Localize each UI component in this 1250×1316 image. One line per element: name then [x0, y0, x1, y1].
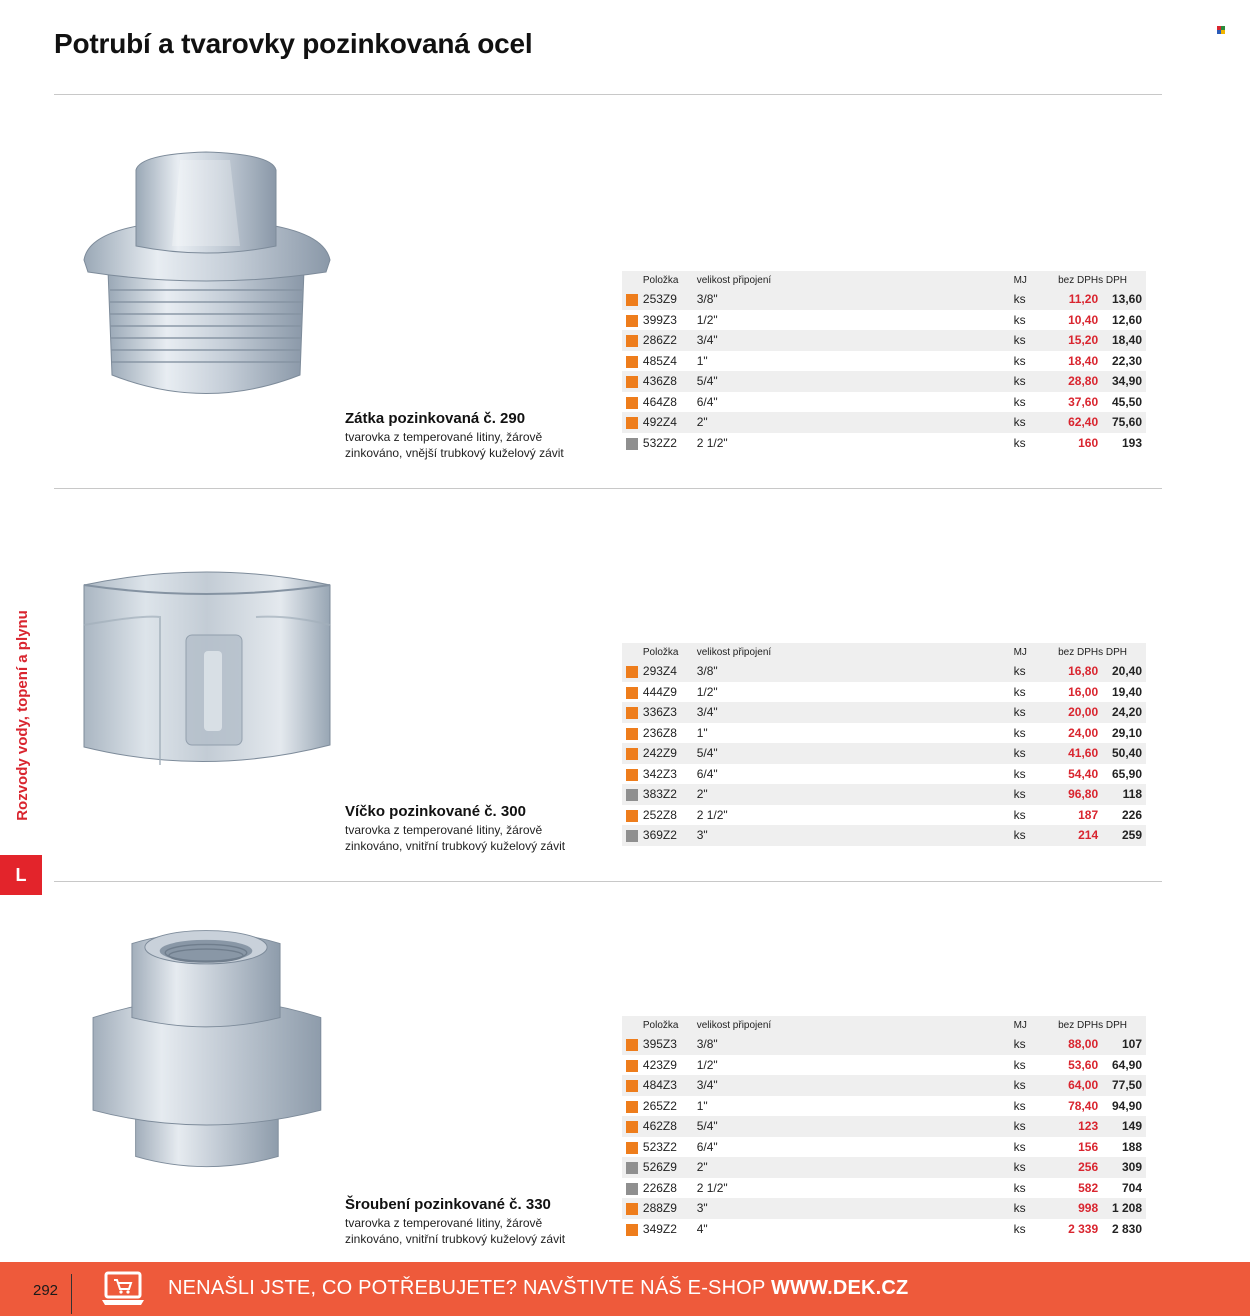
price-with-vat: 13,60 — [1098, 289, 1146, 310]
table-row — [622, 289, 1146, 310]
table-row — [622, 1034, 1146, 1055]
footer-promo — [168, 1277, 908, 1300]
divider — [54, 488, 1162, 489]
table-header — [622, 1016, 1146, 1034]
connection-size: 1/2" — [697, 682, 1014, 703]
product-image-plug — [80, 150, 332, 400]
price-without-vat: 15,20 — [1043, 330, 1098, 351]
connection-size: 3" — [697, 825, 1014, 846]
table-row — [622, 371, 1146, 392]
availability-square-icon — [626, 1224, 638, 1236]
availability-cell — [622, 784, 643, 805]
connection-size: 1" — [697, 1096, 1014, 1117]
item-code: 349Z2 — [643, 1219, 697, 1240]
item-code: 293Z4 — [643, 661, 697, 682]
price-with-vat: 50,40 — [1098, 743, 1146, 764]
price-without-vat: 54,40 — [1043, 764, 1098, 785]
availability-square-icon — [626, 769, 638, 781]
unit: ks — [1014, 1178, 1044, 1199]
page-number: 292 — [33, 1282, 59, 1299]
availability-square-icon — [626, 687, 638, 699]
price-with-vat: 34,90 — [1098, 371, 1146, 392]
price-without-vat: 16,80 — [1043, 661, 1098, 682]
table-row — [622, 805, 1146, 826]
availability-cell — [622, 351, 643, 372]
availability-cell — [622, 825, 643, 846]
availability-cell — [622, 702, 643, 723]
availability-square-icon — [626, 789, 638, 801]
unit: ks — [1014, 412, 1044, 433]
connection-size: 1/2" — [697, 310, 1014, 331]
price-with-vat: 107 — [1098, 1034, 1146, 1055]
price-with-vat: 193 — [1098, 433, 1146, 454]
col-bez-dph: bez DPH — [1043, 643, 1098, 661]
col-polozka: Položka — [643, 271, 697, 289]
availability-square-icon — [626, 1060, 638, 1072]
price-without-vat: 582 — [1043, 1178, 1098, 1199]
connection-size: 3/4" — [697, 1075, 1014, 1096]
item-code: 286Z2 — [643, 330, 697, 351]
price-without-vat: 20,00 — [1043, 702, 1098, 723]
connection-size: 1" — [697, 723, 1014, 744]
availability-square-icon — [626, 810, 638, 822]
item-code: 464Z8 — [643, 392, 697, 413]
price-without-vat: 11,20 — [1043, 289, 1098, 310]
table-row — [622, 351, 1146, 372]
unit: ks — [1014, 1219, 1044, 1240]
table-row — [622, 1055, 1146, 1076]
product-image-cap — [80, 555, 332, 805]
connection-size: 5/4" — [697, 1116, 1014, 1137]
unit: ks — [1014, 351, 1044, 372]
availability-square-icon — [626, 397, 638, 409]
price-with-vat: 64,90 — [1098, 1055, 1146, 1076]
item-code: 484Z3 — [643, 1075, 697, 1096]
price-without-vat: 256 — [1043, 1157, 1098, 1178]
unit: ks — [1014, 1096, 1044, 1117]
availability-square-icon — [626, 315, 638, 327]
price-with-vat: 704 — [1098, 1178, 1146, 1199]
availability-square-icon — [626, 1039, 638, 1051]
availability-cell — [622, 661, 643, 682]
table-row — [622, 1178, 1146, 1199]
price-without-vat: 18,40 — [1043, 351, 1098, 372]
unit: ks — [1014, 702, 1044, 723]
col-mj: MJ — [1014, 271, 1044, 289]
item-code: 342Z3 — [643, 764, 697, 785]
table-row — [622, 412, 1146, 433]
availability-square-icon — [626, 666, 638, 678]
price-with-vat: 45,50 — [1098, 392, 1146, 413]
availability-cell — [622, 805, 643, 826]
unit: ks — [1014, 1137, 1044, 1158]
unit: ks — [1014, 1157, 1044, 1178]
col-polozka: Položka — [643, 1016, 697, 1034]
table-row — [622, 1096, 1146, 1117]
connection-size: 1" — [697, 351, 1014, 372]
col-s-dph: s DPH — [1098, 1016, 1146, 1034]
availability-square-icon — [626, 1162, 638, 1174]
col-mj: MJ — [1014, 643, 1044, 661]
connection-size: 2 1/2" — [697, 1178, 1014, 1199]
connection-size: 1/2" — [697, 1055, 1014, 1076]
table-row — [622, 702, 1146, 723]
availability-cell — [622, 1198, 643, 1219]
unit: ks — [1014, 1055, 1044, 1076]
unit: ks — [1014, 330, 1044, 351]
connection-size: 2 1/2" — [697, 433, 1014, 454]
availability-cell — [622, 310, 643, 331]
item-code: 436Z8 — [643, 371, 697, 392]
connection-size: 6/4" — [697, 392, 1014, 413]
availability-square-icon — [626, 1183, 638, 1195]
table-row — [622, 433, 1146, 454]
product-description — [345, 1196, 605, 1247]
table-header — [622, 643, 1146, 661]
table-row — [622, 1157, 1146, 1178]
availability-cell — [622, 330, 643, 351]
table-row — [622, 330, 1146, 351]
price-with-vat: 94,90 — [1098, 1096, 1146, 1117]
availability-square-icon — [626, 748, 638, 760]
product-name: Víčko pozinkované č. 300 — [345, 803, 526, 820]
connection-size: 6/4" — [697, 764, 1014, 785]
availability-square-icon — [626, 376, 638, 388]
table-row — [622, 743, 1146, 764]
price-without-vat: 62,40 — [1043, 412, 1098, 433]
price-without-vat: 53,60 — [1043, 1055, 1098, 1076]
col-s-dph: s DPH — [1098, 271, 1146, 289]
section-side-label: Rozvody vody, topení a plynu — [13, 609, 31, 821]
availability-cell — [622, 1219, 643, 1240]
availability-square-icon — [626, 1203, 638, 1215]
product-name: Šroubení pozinkované č. 330 — [345, 1196, 551, 1213]
corner-mark — [1217, 26, 1225, 34]
connection-size: 4" — [697, 1219, 1014, 1240]
price-without-vat: 88,00 — [1043, 1034, 1098, 1055]
price-without-vat: 16,00 — [1043, 682, 1098, 703]
product-description — [345, 410, 605, 461]
unit: ks — [1014, 825, 1044, 846]
availability-cell — [622, 682, 643, 703]
item-code: 383Z2 — [643, 784, 697, 805]
price-without-vat: 214 — [1043, 825, 1098, 846]
price-with-vat: 309 — [1098, 1157, 1146, 1178]
availability-square-icon — [626, 335, 638, 347]
table-row — [622, 1198, 1146, 1219]
eshop-laptop-cart-icon[interactable] — [100, 1271, 146, 1307]
price-table — [622, 271, 1146, 453]
unit: ks — [1014, 1075, 1044, 1096]
item-code: 485Z4 — [643, 351, 697, 372]
availability-cell — [622, 289, 643, 310]
connection-size: 3/8" — [697, 289, 1014, 310]
availability-cell — [622, 1055, 643, 1076]
price-with-vat: 65,90 — [1098, 764, 1146, 785]
item-code: 236Z8 — [643, 723, 697, 744]
price-with-vat: 188 — [1098, 1137, 1146, 1158]
availability-cell — [622, 1157, 643, 1178]
divider — [71, 1274, 72, 1314]
price-with-vat: 22,30 — [1098, 351, 1146, 372]
unit: ks — [1014, 1116, 1044, 1137]
connection-size: 2" — [697, 784, 1014, 805]
price-with-vat: 19,40 — [1098, 682, 1146, 703]
connection-size: 5/4" — [697, 371, 1014, 392]
table-row — [622, 1219, 1146, 1240]
price-without-vat: 160 — [1043, 433, 1098, 454]
item-code: 492Z4 — [643, 412, 697, 433]
table-row — [622, 723, 1146, 744]
table-row — [622, 310, 1146, 331]
price-with-vat: 149 — [1098, 1116, 1146, 1137]
availability-square-icon — [626, 1121, 638, 1133]
item-code: 369Z2 — [643, 825, 697, 846]
price-with-vat: 24,20 — [1098, 702, 1146, 723]
price-without-vat: 998 — [1043, 1198, 1098, 1219]
availability-square-icon — [626, 830, 638, 842]
price-with-vat: 75,60 — [1098, 412, 1146, 433]
availability-cell — [622, 1075, 643, 1096]
availability-cell — [622, 433, 643, 454]
table-row — [622, 661, 1146, 682]
price-with-vat: 77,50 — [1098, 1075, 1146, 1096]
item-code: 288Z9 — [643, 1198, 697, 1219]
item-code: 532Z2 — [643, 433, 697, 454]
connection-size: 2" — [697, 412, 1014, 433]
price-without-vat: 64,00 — [1043, 1075, 1098, 1096]
price-with-vat: 2 830 — [1098, 1219, 1146, 1240]
price-without-vat: 10,40 — [1043, 310, 1098, 331]
unit: ks — [1014, 371, 1044, 392]
table-row — [622, 682, 1146, 703]
price-with-vat: 18,40 — [1098, 330, 1146, 351]
item-code: 523Z2 — [643, 1137, 697, 1158]
section-tab[interactable]: L — [0, 855, 42, 895]
col-s-dph: s DPH — [1098, 643, 1146, 661]
price-without-vat: 24,00 — [1043, 723, 1098, 744]
product-text: tvarovka z temperované litiny, žárově zinkováno, vnitřní trubkový kuželový závit — [345, 823, 566, 853]
availability-cell — [622, 392, 643, 413]
price-with-vat: 1 208 — [1098, 1198, 1146, 1219]
col-polozka: Položka — [643, 643, 697, 661]
col-velikost: velikost připojení — [697, 643, 1014, 661]
table-row — [622, 825, 1146, 846]
product-text: tvarovka z temperované litiny, žárově zinkováno, vnitřní trubkový kuželový závit — [345, 1216, 566, 1246]
item-code: 444Z9 — [643, 682, 697, 703]
price-table — [622, 643, 1146, 846]
connection-size: 6/4" — [697, 1137, 1014, 1158]
unit: ks — [1014, 723, 1044, 744]
table-row — [622, 392, 1146, 413]
price-without-vat: 156 — [1043, 1137, 1098, 1158]
availability-square-icon — [626, 1101, 638, 1113]
unit: ks — [1014, 784, 1044, 805]
unit: ks — [1014, 682, 1044, 703]
connection-size: 3/4" — [697, 330, 1014, 351]
availability-cell — [622, 743, 643, 764]
product-image-union — [80, 925, 332, 1175]
price-without-vat: 28,80 — [1043, 371, 1098, 392]
price-without-vat: 37,60 — [1043, 392, 1098, 413]
price-with-vat: 226 — [1098, 805, 1146, 826]
availability-cell — [622, 1178, 643, 1199]
availability-cell — [622, 1137, 643, 1158]
table-row — [622, 1075, 1146, 1096]
price-table — [622, 1016, 1146, 1239]
item-code: 252Z8 — [643, 805, 697, 826]
connection-size: 2" — [697, 1157, 1014, 1178]
col-bez-dph: bez DPH — [1043, 1016, 1098, 1034]
item-code: 462Z8 — [643, 1116, 697, 1137]
availability-square-icon — [626, 1080, 638, 1092]
availability-cell — [622, 723, 643, 744]
col-mj: MJ — [1014, 1016, 1044, 1034]
item-code: 423Z9 — [643, 1055, 697, 1076]
price-with-vat: 29,10 — [1098, 723, 1146, 744]
connection-size: 2 1/2" — [697, 805, 1014, 826]
eshop-link[interactable]: WWW.DEK.CZ — [770, 1277, 909, 1299]
table-row — [622, 764, 1146, 785]
availability-cell — [622, 371, 643, 392]
product-text: tvarovka z temperované litiny, žárově zinkováno, vnější trubkový kuželový závit — [345, 430, 564, 460]
unit: ks — [1014, 1198, 1044, 1219]
availability-square-icon — [626, 728, 638, 740]
table-row — [622, 1116, 1146, 1137]
footer-bar — [0, 1262, 1250, 1316]
footer-promo-text: NENAŠLI JSTE, CO POTŘEBUJETE? NAVŠTIVTE NÁŠ E-SHOP — [168, 1277, 766, 1299]
unit: ks — [1014, 764, 1044, 785]
divider — [54, 94, 1162, 95]
item-code: 395Z3 — [643, 1034, 697, 1055]
item-code: 526Z9 — [643, 1157, 697, 1178]
table-row — [622, 784, 1146, 805]
price-without-vat: 123 — [1043, 1116, 1098, 1137]
product-name: Zátka pozinkovaná č. 290 — [345, 410, 526, 427]
price-with-vat: 259 — [1098, 825, 1146, 846]
price-with-vat: 118 — [1098, 784, 1146, 805]
col-bez-dph: bez DPH — [1043, 271, 1098, 289]
availability-cell — [622, 1034, 643, 1055]
unit: ks — [1014, 310, 1044, 331]
price-with-vat: 20,40 — [1098, 661, 1146, 682]
divider — [54, 881, 1162, 882]
col-velikost: velikost připojení — [697, 271, 1014, 289]
connection-size: 3/4" — [697, 702, 1014, 723]
availability-square-icon — [626, 417, 638, 429]
item-code: 336Z3 — [643, 702, 697, 723]
availability-cell — [622, 764, 643, 785]
col-velikost: velikost připojení — [697, 1016, 1014, 1034]
availability-square-icon — [626, 294, 638, 306]
item-code: 242Z9 — [643, 743, 697, 764]
page-title: Potrubí a tvarovky pozinkovaná ocel — [54, 28, 533, 59]
unit: ks — [1014, 1034, 1044, 1055]
availability-cell — [622, 1116, 643, 1137]
unit: ks — [1014, 743, 1044, 764]
price-without-vat: 78,40 — [1043, 1096, 1098, 1117]
item-code: 226Z8 — [643, 1178, 697, 1199]
table-header — [622, 271, 1146, 289]
connection-size: 3/8" — [697, 661, 1014, 682]
product-description — [345, 803, 605, 854]
connection-size: 3/8" — [697, 1034, 1014, 1055]
availability-square-icon — [626, 1142, 638, 1154]
item-code: 399Z3 — [643, 310, 697, 331]
price-without-vat: 96,80 — [1043, 784, 1098, 805]
availability-cell — [622, 1096, 643, 1117]
table-row — [622, 1137, 1146, 1158]
availability-square-icon — [626, 707, 638, 719]
availability-square-icon — [626, 438, 638, 450]
connection-size: 5/4" — [697, 743, 1014, 764]
connection-size: 3" — [697, 1198, 1014, 1219]
unit: ks — [1014, 433, 1044, 454]
availability-square-icon — [626, 356, 638, 368]
unit: ks — [1014, 392, 1044, 413]
price-without-vat: 2 339 — [1043, 1219, 1098, 1240]
item-code: 253Z9 — [643, 289, 697, 310]
price-without-vat: 187 — [1043, 805, 1098, 826]
availability-cell — [622, 412, 643, 433]
unit: ks — [1014, 661, 1044, 682]
item-code: 265Z2 — [643, 1096, 697, 1117]
price-without-vat: 41,60 — [1043, 743, 1098, 764]
unit: ks — [1014, 289, 1044, 310]
unit: ks — [1014, 805, 1044, 826]
price-with-vat: 12,60 — [1098, 310, 1146, 331]
